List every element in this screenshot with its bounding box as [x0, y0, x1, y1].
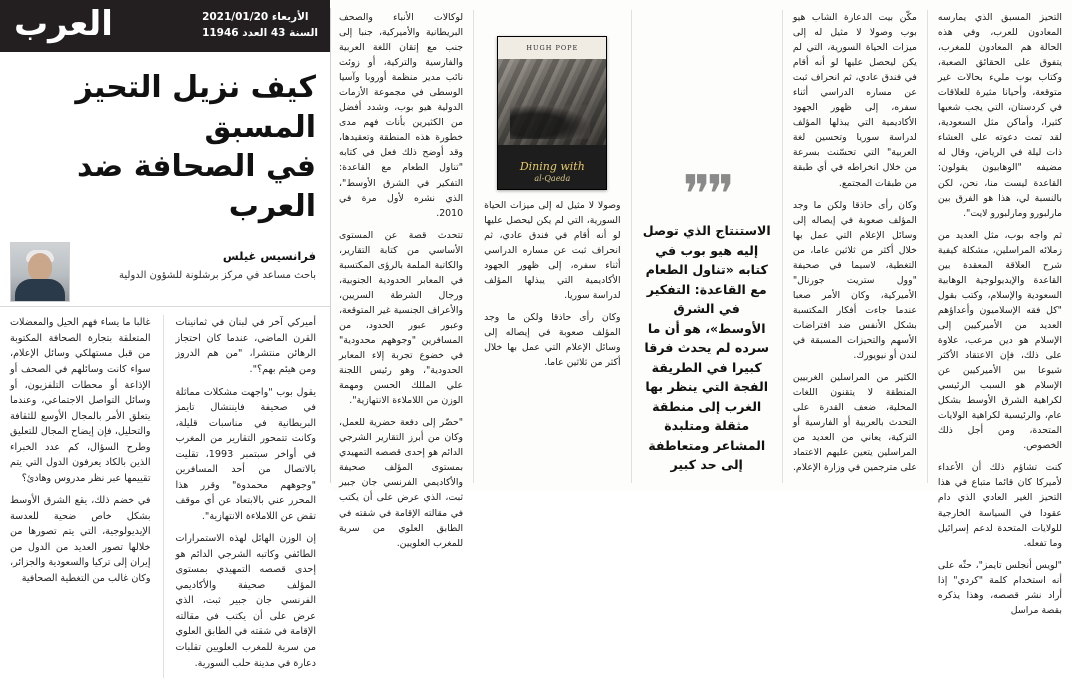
column-divider: [631, 10, 632, 483]
avatar-face: [28, 253, 52, 281]
paragraph: وصولا لا مثيل له إلى ميزات الحياة السورية، التي لم يكن ليحصل عليها لو أنه أقام في فندق عادي، ثم انحراف ثبت عن مساره الدراسي أثناء سفره، إلى ظهور الجهود الأكاديمية التي يبذلها المؤلف لدراسة سوريا.: [484, 200, 621, 302]
paragraph: لوكالات الأنباء والصحف البريطانية والأميركية، جنبا إلى جنب مع إتقان اللغة العربية والفارسية والتركية، أو زوئت نائب مدير منظمة أوروبا وآسيا الوسطى في مجموعة الأزمات الدولية هيو بوب، وشدد أفضل من الكثيرين بأنات فهم مدى خطورة هذه المنطقة وتعقيدها، وقد أوضح ذلك فعل في كتابه "تناول الطعام مع القاعدة: التفكير في الشرق الأوسط"، الذي نشره لأول مرة في 2010.: [339, 12, 464, 219]
article-column-4: [793, 10, 917, 483]
masthead-weekday-date: الأربعاء 2021/01/20: [202, 11, 309, 24]
quote-mark-icon: ❞❞: [682, 165, 731, 225]
pull-quote-block: [642, 10, 772, 483]
masthead-issue: السنة 43 العدد 11946: [202, 27, 318, 39]
avatar-body: [15, 279, 65, 301]
column-divider: [163, 315, 164, 678]
column-divider: [473, 10, 474, 483]
author-avatar: [10, 242, 70, 302]
author-name: فرانسيس غيلس: [222, 249, 316, 264]
paragraph: "لويس أنجلس تايمز"، حثّه على أنه استخدام كلمة "كردي" إذا أراد نشر قصصه، وهذا يذكره بقصة مراسل: [937, 559, 1062, 616]
newspaper-logo: العرب: [14, 4, 113, 44]
paragraph: في خضم ذلك، يقع الشرق الأوسط بشكل خاص ضحية للعدسة الإيديولوجية، التي يتم تصورها من خلالها تصور العديد من الدول من إيران إلى تركيا والسعودية والجزائر، وكان غالب من التغطية الصحافية: [10, 495, 151, 584]
book-cover-image: [497, 36, 607, 190]
book-author: HUGH POPE: [498, 37, 606, 59]
byline-text: [78, 242, 316, 282]
intro-column-left: [176, 315, 317, 678]
byline: [0, 232, 330, 307]
paragraph: كنت تشاؤم ذلك أن الأعداء لأميركا كان قائما متباع في هذا التحيز الغير العادي الذي دام عقودا في السياسة الخارجية للولايات المتحدة لدعم إسرائيل وما تفعله.: [937, 462, 1062, 549]
paragraph: أميركي آخر في لبنان في ثمانينات القرن الماضي، عندما كان احتجاز الرهائن منتشرا، "من هم الدروز ومن هيئم بهم؟".: [175, 317, 316, 375]
intro-body: [0, 307, 330, 688]
headline-line-2: في الصحافة ضد العرب: [76, 149, 316, 224]
author-role: باحث مساعد في مركز برشلونة للشؤون الدولية: [119, 269, 316, 281]
paragraph: "حضّر إلى دفعة حضرية للعمل، وكان من أبرز التقارير الشرجي الدائم هو إحدى قصصه التمهيدي بمستوى المؤلف صحيفة والأكاديمي الفرنسي جان جبير ثبت، الذي عرض على أن يكتب في مقالته الإقامة في شقته في الطابق العلوي من سرية للمغرب العلويين.: [339, 417, 464, 549]
section-divider: [330, 8, 331, 483]
paragraph: إن الوزن الهائل لهذه الاستمرارات الطائفي وكاتبه الشرجي الدائم هو إحدى قصصه التمهيدي بمستوى المؤلف صحيفة والأكاديمي الفرنسي جان جبير ثبت، الذي عرض على أن يكتب في مقالته الإقامة في شقته في الطابق العلوي من سرية للمغرب العلويين تقلبات دعارة في مدينة حلب السورية.: [175, 533, 316, 669]
intro-column-right: [10, 315, 151, 678]
headline-line-1: كيف نزيل التحيز المسبق: [75, 70, 316, 145]
page-title: [0, 52, 330, 232]
column-divider: [782, 10, 783, 483]
paragraph: ثم واجه بوب، مثل العديد من زملائه المراسلين، مشكلة كيفية شرح العلاقة المعقدة بين القاعدة والإيديولوجية الوهابية السعودية والإسلام، وكتب بقول "كل فقه الإسلاميون وأعداؤهم العديد من الأميركيين إلى الإسلام هو دين مرعب، علاوة على ذلك، فإن الاعتقاد الأكثر شيوعا بين الأميركيين عن الإسلام هو السبب الرئيسي لكراهية الشرق الأوسط بشكل عام، والرئيسية لكراهية الولايات المتحدة، ومن أجل ذلك الخصوص.: [937, 229, 1062, 452]
book-title: [498, 161, 606, 183]
paragraph: وكان رأى حاذقا ولكن ما وجد المؤلف صعوبة في إيصاله إلى وسائل الإعلام التي عمل بها خلال أكثر من ثلاثين عاما.: [484, 312, 621, 369]
paragraph: غالبا ما يساء فهم الحيل والمعضلات المتعلقة بتجارة الصحافة المكتوبة من قبل مستهلكي وسائل الإعلام، سواء كانت وسائلهم في الصحف أو الإذاعة أو محطات التلفزيون، أو وسائل التواصل الاجتماعي، وعندما يتعلق الأمر بالمجال الأوسع للثقافة والتحليل، فإن إيضاح المجال للتعليق وطرح السؤال، كم عدد الخبراء الذين بالكاد يعرفون الدول التي يتم تقييمها عبر نظر مدروس وهادئ؟: [10, 317, 151, 484]
masthead-column: [0, 0, 330, 669]
masthead: [0, 0, 330, 52]
article-caption: [484, 198, 620, 378]
paragraph: التحيز المسبق الذي يمارسه المعادون للعرب، وفي هذه الحالة هم المعادون للمغرب، يتفوق على الحقائق الصعبة، وكتاب بوب مليء بحالات غير متوقعة، وأحيانا مثيرة للعلاقات في كردستان، التي يجب شعبها كثيرا، وأماكن مثل السعودية، لقد تمت دعوته على العشاء ذات ليلة في الرياض، وقال له مضيفه "الوهابيون يقولون: القاعدة ليست منا، نحن، لكن بالنسبة لي، هذا هو الفرق بين مارلبورو ومارلبورو لايت".: [937, 12, 1062, 219]
article-body: [331, 0, 1072, 616]
paragraph: تتحدث قصة عن المستوى الأساسي من كتابة التقارير، والكاتبة الملمة بالرؤى المكتسبة في المعابر الحدودية الجنوبية، ورجال الشرطة السريين، والأعراف الجنسية غير المتوقعة، وعبور عبور الحدود، من المسافرين "وجوههم محدودية" في خضوع تجربة إلاء المعابر الحدودية"، وهو رئيس اللجنة علي المللك الحسن ومهمة الوزن من اللاملاءة الانتهازية".: [339, 229, 464, 407]
pull-quote-text: الاستنتاج الذي توصل إليه هيو بوب في كتابه «تناول الطعام مع القاعدة: التفكير في الشرق الأوسط»، هو أن ما سرده لم يحدث فرقا كبيرا في الطريقة الفجة التي ينظر بها الغرب إلى منطقة مثقلة ومتلبدة المشاعر ومتعاطفة إلى حد كبير: [642, 223, 771, 473]
book-cover-photo: [498, 59, 606, 145]
column-divider: [927, 10, 928, 483]
book-title-line1: Dining with: [519, 160, 585, 174]
paragraph: مكّن بيت الدعارة الشاب هيو بوب وصولا لا مثيل له إلى ميزات الحياة السورية، التي لم يكن ليحصل عليها لو أنه أقام في فندق عادي، ثم انحراف ثبت عن مساره الدراسي أثناء سفره، إلى ظهور الجهود الأكاديمية التي يبذلها المؤلف لدراسة سوريا وتحسين لغة العربية" التي تحسّنت بسرعة من خلال انخراطه في أي طبقة من طبقات المجتمع.: [792, 12, 917, 189]
masthead-date-block: [202, 10, 318, 42]
paragraph: يقول بوب "واجهت مشكلات مماثلة في صحيفة فايننشال تايمز البريطانية في مناسبات قليلة، وكانت تتمحور التقارير من المغرب في أواخر سبتمبر 1993، تقليت بالاتصال من أحد المسافرين "وجوههم محمدوة" وقرر هذا المحرر عني بالابتعاد عن أي موقف تقض عن اللاملاءة الانتهازية".: [175, 386, 317, 522]
paragraph: الكثير من المراسلين الغربيين المنطقة لا يتقنون اللغات المحلية، ضعف القدرة على التحدث بالعربية أو الفارسية أو التركية، يعاني من العديد من المراسلين يتعين عليهم الاعتماد على مترجمين في وزارة الإعلام.: [792, 372, 917, 474]
paragraph: وكان رأى حاذقا ولكن ما وجد المؤلف صعوبة في إيصاله إلى وسائل الإعلام التي عمل بها خلال أكثر من ثلاثين عاما، من التغطية، لاسيما في صحيفة "وول ستريت جورنال" الأميركية، وكان الأمر صعبا عندما جاءت أفكار المكتسبة بشكل الأنفس ضد افتراضات الأسهم والتحيزات المسبقة في لندن أو نيويورك.: [792, 199, 917, 362]
article-column-5: [937, 10, 1062, 616]
article-column-1: [339, 10, 464, 549]
book-title-line2: al-Qaeda: [534, 173, 571, 183]
book-cover-column: [484, 10, 620, 483]
